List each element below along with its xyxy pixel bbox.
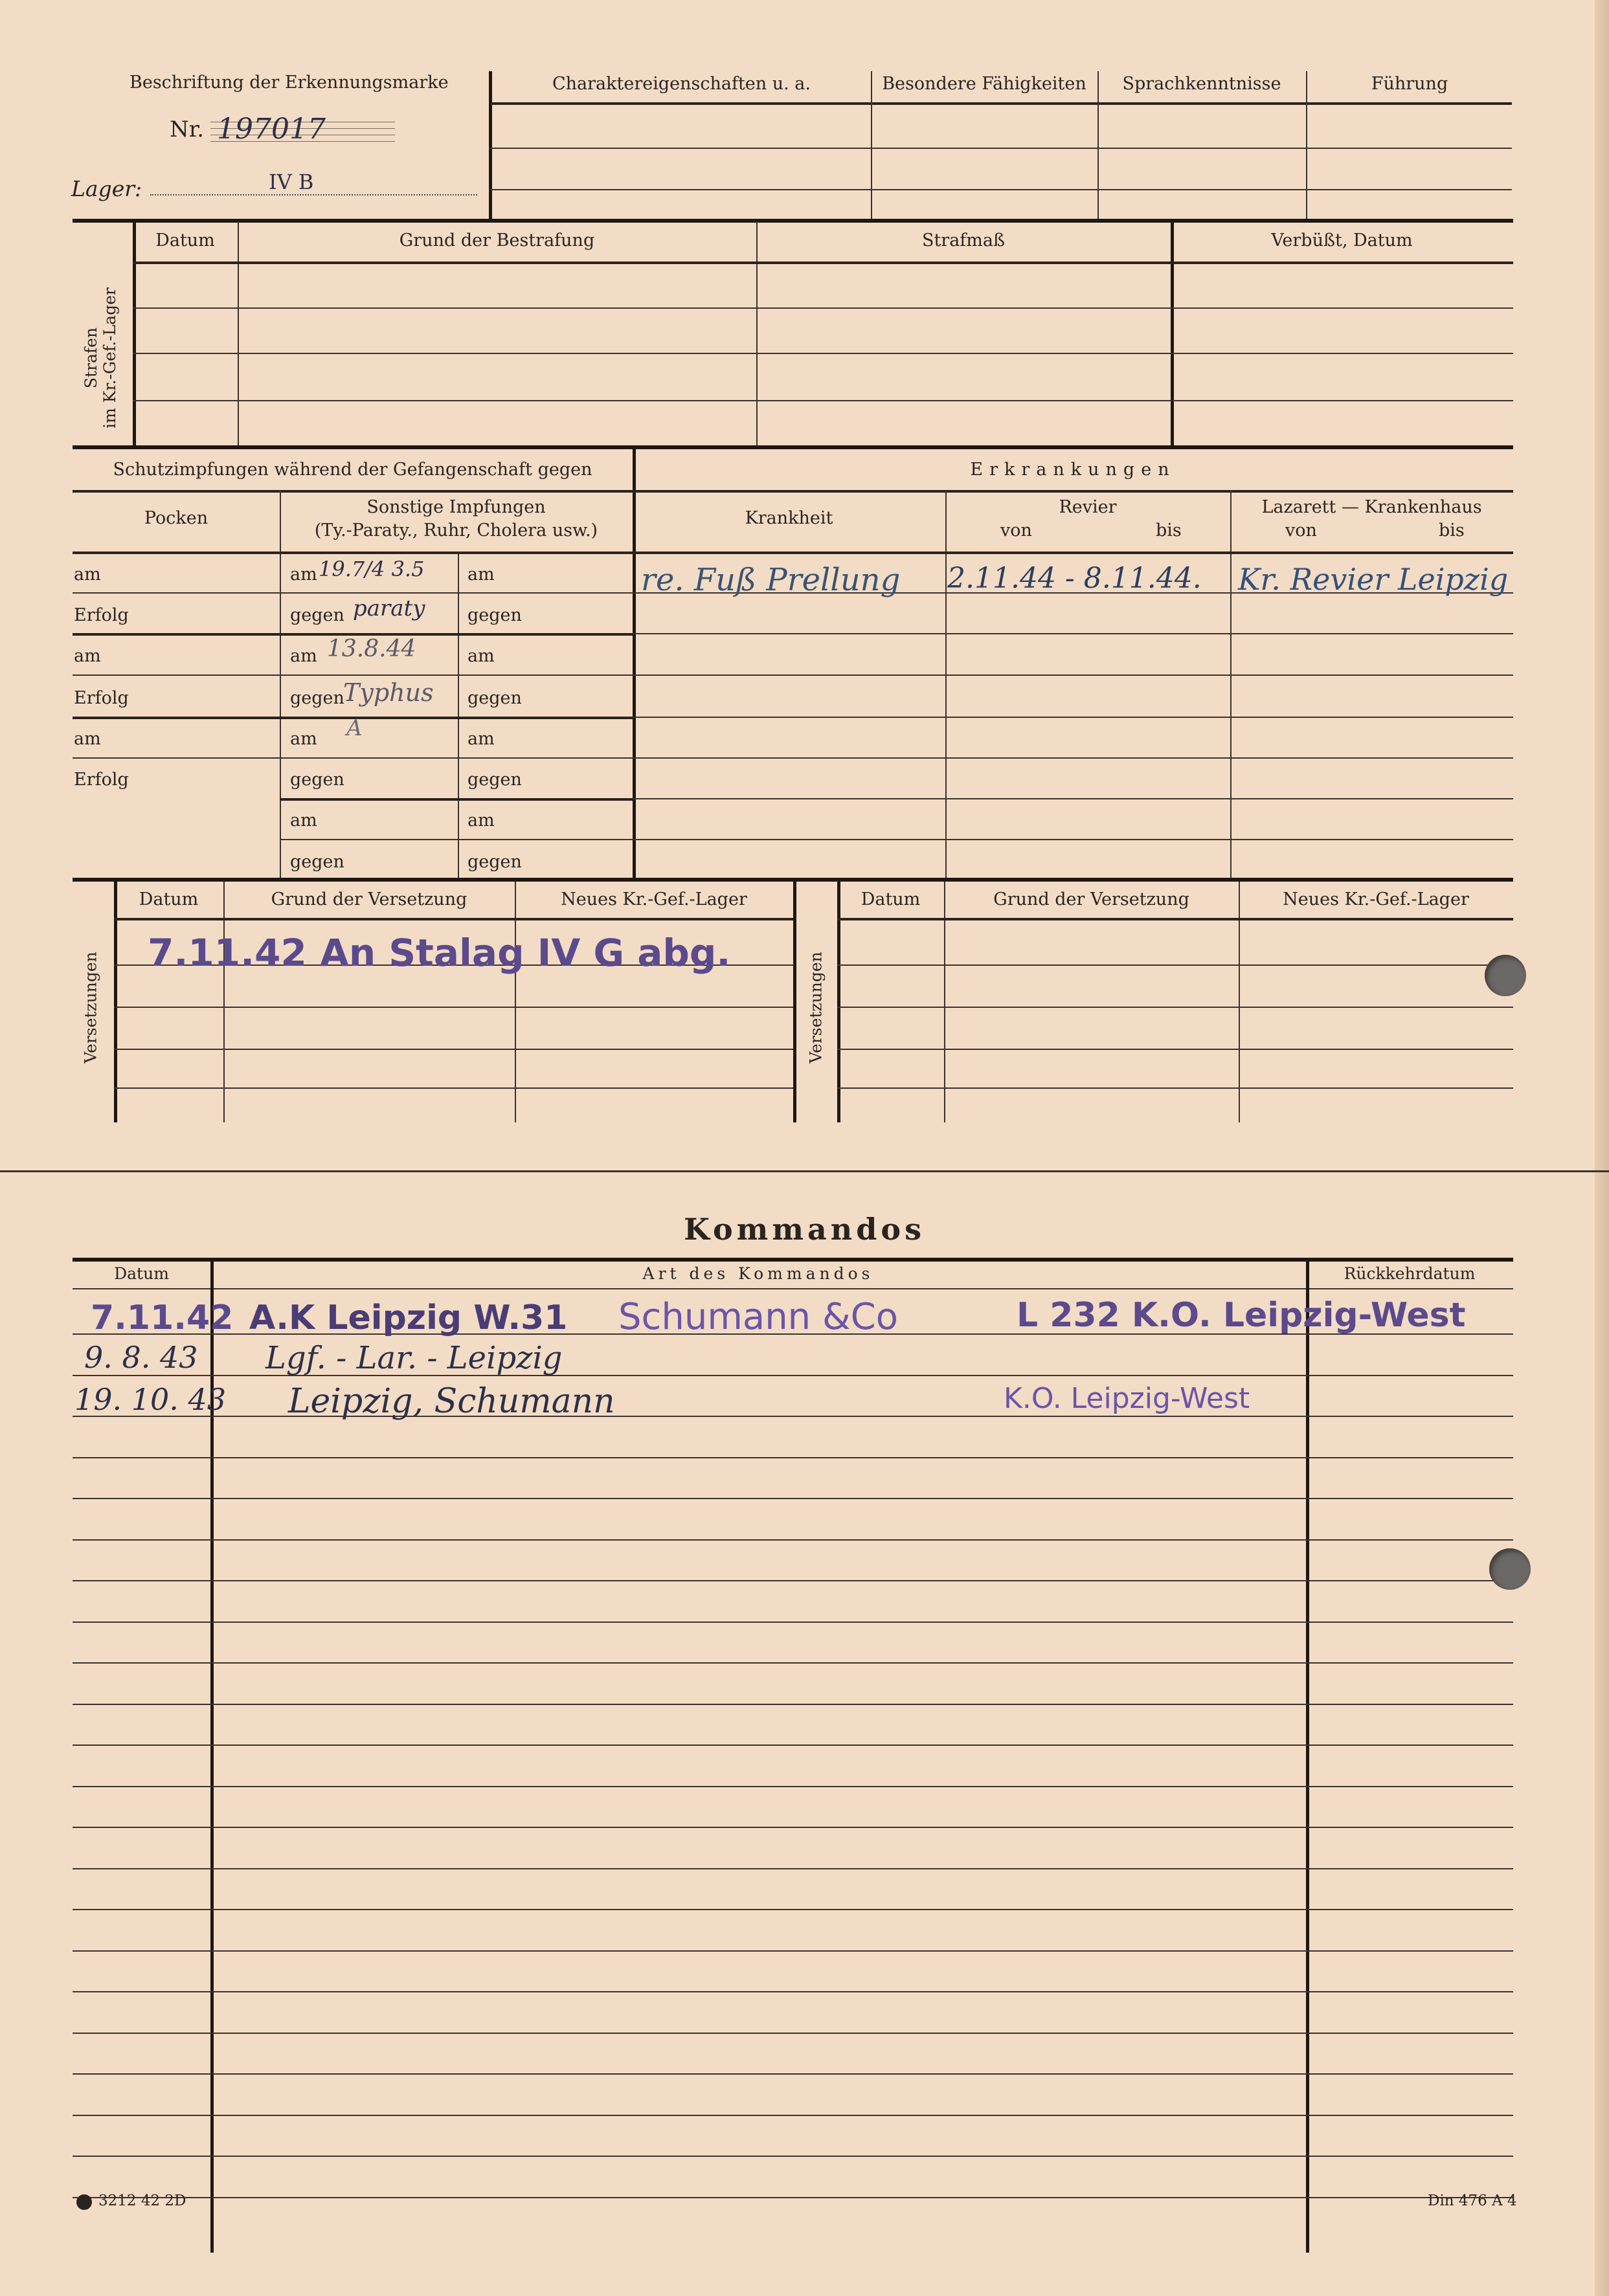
- sonstige-gegen-4a: gegen: [290, 852, 344, 872]
- kommando-date-2: 9. 8. 43: [84, 1340, 198, 1375]
- impf-gegen-2: Typhus: [343, 678, 434, 707]
- kommando-rule: [73, 2033, 1513, 2034]
- kommando-rule: [73, 1539, 1513, 1541]
- kommandos-header-art: Art des Kommandos: [642, 1264, 874, 1283]
- pocken-row-erfolg-2: Erfolg: [74, 688, 129, 708]
- pocken-row-am-2: am: [74, 646, 101, 666]
- sonstige-am-2b: am: [467, 646, 495, 666]
- strafen-header-grund: Grund der Bestrafung: [399, 230, 595, 251]
- kommando-rule: [73, 2197, 1513, 2198]
- footer-code: 3212 42 2D: [98, 2192, 186, 2209]
- kommando-rule: [73, 1827, 1513, 1828]
- kommando-stamp-1: Schumann &Co: [618, 1296, 899, 1338]
- header-charakter: Charaktereigenschaften u. a.: [552, 74, 811, 94]
- kommando-rule: [73, 1704, 1513, 1705]
- lager-dotted-line: [150, 194, 477, 195]
- revier-bis: bis: [1156, 520, 1182, 541]
- kommando-rule: [73, 1580, 1513, 1581]
- kommando-rule: [73, 1457, 1513, 1458]
- pocken-row-am-1: am: [74, 564, 101, 585]
- revier-von: von: [1000, 520, 1032, 541]
- sonstige-am-4a: am: [290, 810, 317, 830]
- sonstige-gegen-1b: gegen: [467, 605, 522, 625]
- impf-gegen-1: paraty: [353, 596, 425, 621]
- kommando-rule: [73, 1662, 1513, 1664]
- sonstige-header-2: (Ty.-Paraty., Ruhr, Cholera usw.): [314, 520, 598, 541]
- header-faehigkeiten: Besondere Fähigkeiten: [882, 74, 1086, 94]
- sonstige-am-3a: am: [290, 729, 317, 749]
- versetzung-stamp: 7.11.42 An Stalag IV G abg.: [148, 931, 731, 975]
- nr-label: Nr.: [170, 117, 205, 142]
- printer-mark-icon: [76, 2194, 92, 2210]
- lazarett-von: von: [1285, 520, 1317, 541]
- kommando-date-1: 7.11.42: [91, 1298, 234, 1337]
- sonstige-header-1: Sonstige Impfungen: [366, 497, 546, 517]
- krankheit-header: Krankheit: [745, 508, 833, 528]
- kommando-rule: [73, 1909, 1513, 1910]
- kommando-stamp-2: L 232 K.O. Leipzig-West: [1017, 1296, 1466, 1335]
- sonstige-am-3b: am: [467, 729, 495, 749]
- sonstige-gegen-1a: gegen: [290, 605, 344, 625]
- sonstige-gegen-3b: gegen: [467, 770, 522, 790]
- nr-value: 197017: [217, 113, 326, 146]
- sonstige-gegen-4b: gegen: [467, 852, 522, 872]
- kommando-rule: [73, 2073, 1513, 2075]
- header-fuehrung: Führung: [1371, 74, 1448, 94]
- kommandos-title: Kommandos: [684, 1212, 925, 1247]
- kommando-rule: [73, 1622, 1513, 1623]
- versetz-header-datum: Datum: [139, 889, 199, 909]
- footer-din: Din 476 A 4: [1428, 2192, 1517, 2209]
- sonstige-am-1b: am: [467, 564, 495, 585]
- fold-line: [0, 1170, 1609, 1172]
- versetzungen-side-label-left: Versetzungen: [81, 952, 100, 1064]
- kommandos-header-rueckkehr: Rückkehrdatum: [1344, 1264, 1476, 1283]
- nr-field: [210, 114, 395, 148]
- kommando-rule: [73, 1786, 1513, 1787]
- kommando-rule: [73, 1868, 1513, 1869]
- punch-hole-1: [1485, 955, 1526, 996]
- strafen-side-label: Strafen im Kr.-Gef.-Lager: [82, 287, 119, 429]
- tag-label: Beschriftung der Erkennungsmarke: [129, 72, 449, 93]
- kommando-stamp-3: K.O. Leipzig-West: [1004, 1382, 1250, 1415]
- strafen-header-verbuesst: Verbüßt, Datum: [1271, 230, 1413, 251]
- versetz-header-lager-r: Neues Kr.-Gef.-Lager: [1283, 889, 1469, 909]
- sonstige-am-1a: am: [290, 564, 317, 585]
- versetz-header-datum-r: Datum: [861, 889, 921, 909]
- sonstige-am-4b: am: [467, 810, 495, 830]
- kommando-rule: [73, 1744, 1513, 1746]
- versetzungen-side-label-right: Versetzungen: [806, 952, 826, 1064]
- kommando-rule: [73, 2156, 1513, 2157]
- versetz-header-grund: Grund der Versetzung: [271, 889, 467, 909]
- kommando-rule: [73, 1950, 1513, 1952]
- kommando-rule: [73, 1991, 1513, 1992]
- impf-date-2: 13.8.44: [327, 636, 416, 662]
- lazarett-entry: Kr. Revier Leipzig: [1238, 562, 1509, 597]
- kommando-date-3: 19. 10. 43: [74, 1382, 227, 1417]
- sonstige-am-2a: am: [290, 646, 317, 666]
- pocken-row-erfolg-3: Erfolg: [74, 770, 129, 790]
- impf-date-1: 19.7/4 3.5: [319, 557, 425, 581]
- page-edge: [1595, 0, 1609, 2296]
- lager-label: Lager:: [71, 176, 142, 201]
- sonstige-gegen-2b: gegen: [467, 688, 522, 708]
- pocken-row-am-3: am: [74, 729, 101, 749]
- kommandos-header-datum: Datum: [114, 1264, 169, 1283]
- krankheit-entry: re. Fuß Prellung: [641, 562, 901, 598]
- strafen-header-strafmass: Strafmaß: [921, 230, 1006, 251]
- strafen-header-datum: Datum: [155, 230, 215, 251]
- kommando-text-3: Leipzig, Schumann: [288, 1382, 615, 1421]
- punch-hole-2: [1489, 1548, 1531, 1590]
- lazarett-bis: bis: [1439, 520, 1465, 541]
- kommando-text-2: Lgf. - Lar. - Leipzig: [265, 1340, 563, 1376]
- impfungen-title: Schutzimpfungen während der Gefangenschaft gegen: [113, 460, 592, 480]
- versetz-header-grund-r: Grund der Versetzung: [993, 889, 1189, 909]
- lager-value: IV B: [269, 170, 314, 194]
- kommando-rule: [73, 1498, 1513, 1499]
- versetz-header-lager: Neues Kr.-Gef.-Lager: [561, 889, 747, 909]
- header-sprachen: Sprachkenntnisse: [1122, 74, 1281, 94]
- revier-entry: 2.11.44 - 8.11.44.: [947, 562, 1202, 595]
- lazarett-header: Lazarett — Krankenhaus: [1261, 497, 1482, 517]
- kommando-text-1: A.K Leipzig W.31: [249, 1298, 568, 1337]
- pocken-header: Pocken: [144, 508, 208, 528]
- kommando-rule: [73, 2115, 1513, 2116]
- erkrankungen-title: Erkrankungen: [970, 460, 1176, 480]
- impf-mark: A: [346, 715, 363, 741]
- revier-header: Revier: [1059, 497, 1117, 517]
- sonstige-gegen-2a: gegen: [290, 688, 344, 708]
- sonstige-gegen-3a: gegen: [290, 770, 344, 790]
- pocken-row-erfolg-1: Erfolg: [74, 605, 129, 625]
